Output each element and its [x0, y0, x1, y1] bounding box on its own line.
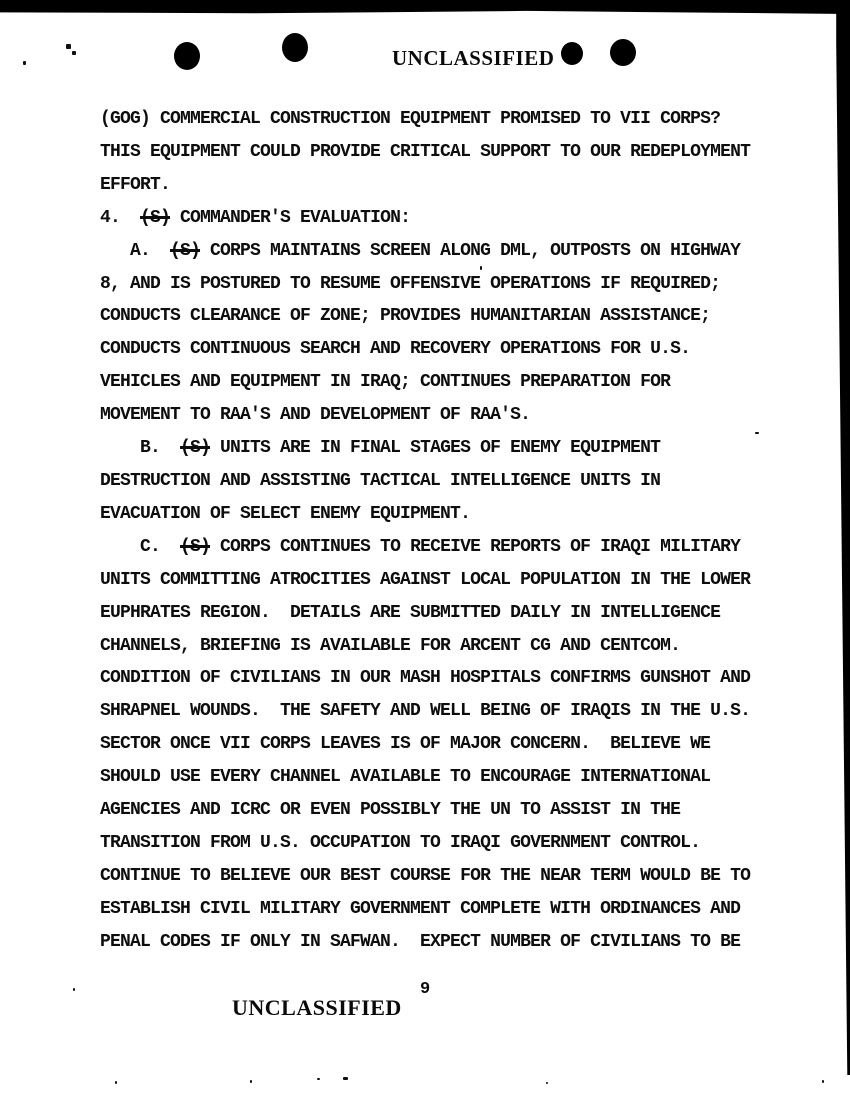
- document-line: [100, 136, 800, 169]
- document-line: [100, 662, 800, 695]
- document-line: [100, 827, 800, 860]
- line-text: 4.: [100, 207, 141, 228]
- line-text: MOVEMENT TO RAA'S AND DEVELOPMENT OF RAA'S.: [100, 405, 531, 426]
- document-line: [100, 465, 800, 498]
- scan-speck: [822, 1080, 824, 1083]
- line-text: COMMANDER'S EVALUATION:: [170, 207, 411, 228]
- scan-speck: [66, 44, 71, 49]
- document-line: [100, 399, 800, 432]
- line-text: THIS EQUIPMENT COULD PROVIDE CRITICAL SUPPORT TO OUR REDEPLOYMENT: [100, 141, 751, 162]
- document-line: [100, 432, 800, 465]
- scan-speck: [73, 988, 75, 991]
- hole-punch-dot: [561, 42, 583, 65]
- top-scan-bar: [0, 0, 850, 14]
- line-text: UNITS COMMITTING ATROCITIES AGAINST LOCAL POPULATION IN THE LOWER: [100, 569, 751, 590]
- document-line: [100, 630, 800, 663]
- document-line: [100, 926, 800, 959]
- line-text: CORPS CONTINUES TO RECEIVE REPORTS OF IRAQI MILITARY: [210, 536, 741, 557]
- scan-speck: [23, 61, 26, 65]
- scan-speck: [546, 1082, 548, 1084]
- document-line: [100, 564, 800, 597]
- line-text: 8, AND IS POSTURED TO RESUME OFFENSIVE OPERATIONS IF REQUIRED;: [100, 273, 721, 294]
- scan-speck: [343, 1077, 348, 1080]
- hole-punch-dot: [282, 33, 308, 62]
- scan-speck: [115, 1081, 117, 1084]
- document-line: [100, 333, 800, 366]
- line-text: CONDUCTS CLEARANCE OF ZONE; PROVIDES HUMANITARIAN ASSISTANCE;: [100, 306, 711, 327]
- line-text: EUPHRATES REGION. DETAILS ARE SUBMITTED DAILY IN INTELLIGENCE: [100, 602, 721, 623]
- line-text: CONTINUE TO BELIEVE OUR BEST COURSE FOR THE NEAR TERM WOULD BE TO: [100, 865, 751, 886]
- document-line: [100, 235, 800, 268]
- document-line: [100, 597, 800, 630]
- struck-classification-mark: (S): [180, 438, 211, 459]
- line-text: TRANSITION FROM U.S. OCCUPATION TO IRAQI GOVERNMENT CONTROL.: [100, 832, 701, 853]
- line-text: SECTOR ONCE VII CORPS LEAVES IS OF MAJOR CONCERN. BELIEVE WE: [100, 734, 711, 755]
- struck-classification-mark: (S): [170, 240, 201, 261]
- scan-speck: [72, 51, 76, 55]
- document-line: [100, 761, 800, 794]
- line-text: ESTABLISH CIVIL MILITARY GOVERNMENT COMPLETE WITH ORDINANCES AND: [100, 898, 741, 919]
- struck-classification-mark: (S): [140, 207, 171, 228]
- document-line: [100, 169, 800, 202]
- line-text: EFFORT.: [100, 174, 171, 195]
- line-text: CORPS MAINTAINS SCREEN ALONG DML, OUTPOSTS ON HIGHWAY: [200, 240, 741, 261]
- line-text: PENAL CODES IF ONLY IN SAFWAN. EXPECT NUMBER OF CIVILIANS TO BE: [100, 931, 741, 952]
- line-text: SHOULD USE EVERY CHANNEL AVAILABLE TO ENCOURAGE INTERNATIONAL: [100, 767, 711, 788]
- line-text: CONDUCTS CONTINUOUS SEARCH AND RECOVERY OPERATIONS FOR U.S.: [100, 339, 691, 360]
- document-lines: [100, 103, 800, 959]
- document-line: [100, 103, 800, 136]
- line-text: VEHICLES AND EQUIPMENT IN IRAQ; CONTINUES PREPARATION FOR: [100, 372, 671, 393]
- document-line: [100, 366, 800, 399]
- document-line: [100, 202, 800, 235]
- line-text: C.: [100, 536, 181, 557]
- document-line: [100, 300, 800, 333]
- document-line: [100, 860, 800, 893]
- right-scan-edge: [835, 0, 850, 1075]
- hole-punch-dot: [610, 39, 636, 66]
- line-text: CHANNELS, BRIEFING IS AVAILABLE FOR ARCENT CG AND CENTCOM.: [100, 635, 681, 656]
- document-line: [100, 268, 800, 301]
- document-line: [100, 728, 800, 761]
- line-text: UNITS ARE IN FINAL STAGES OF ENEMY EQUIPMENT: [210, 438, 661, 459]
- scan-speck: [317, 1078, 320, 1080]
- line-text: (GOG) COMMERCIAL CONSTRUCTION EQUIPMENT PROMISED TO VII CORPS?: [100, 109, 721, 129]
- hole-punch-dot: [174, 42, 200, 70]
- line-text: A.: [100, 240, 171, 261]
- scan-speck: [250, 1080, 252, 1083]
- line-text: DESTRUCTION AND ASSISTING TACTICAL INTELLIGENCE UNITS IN: [100, 470, 661, 491]
- document-line: [100, 794, 800, 827]
- line-text: SHRAPNEL WOUNDS. THE SAFETY AND WELL BEING OF IRAQIS IN THE U.S.: [100, 701, 751, 722]
- line-text: EVACUATION OF SELECT ENEMY EQUIPMENT.: [100, 503, 471, 524]
- document-line: [100, 893, 800, 926]
- document-line: [100, 695, 800, 728]
- struck-classification-mark: (S): [180, 536, 211, 557]
- document-line: [100, 498, 800, 531]
- page-number: 9: [420, 980, 431, 999]
- document-line: [100, 531, 800, 564]
- line-text: AGENCIES AND ICRC OR EVEN POSSIBLY THE UN TO ASSIST IN THE: [100, 800, 681, 821]
- line-text: B.: [100, 438, 181, 459]
- line-text: CONDITION OF CIVILIANS IN OUR MASH HOSPITALS CONFIRMS GUNSHOT AND: [100, 668, 751, 689]
- header-classification-label: UNCLASSIFIED: [392, 46, 555, 70]
- footer-classification-label: UNCLASSIFIED: [232, 995, 402, 1020]
